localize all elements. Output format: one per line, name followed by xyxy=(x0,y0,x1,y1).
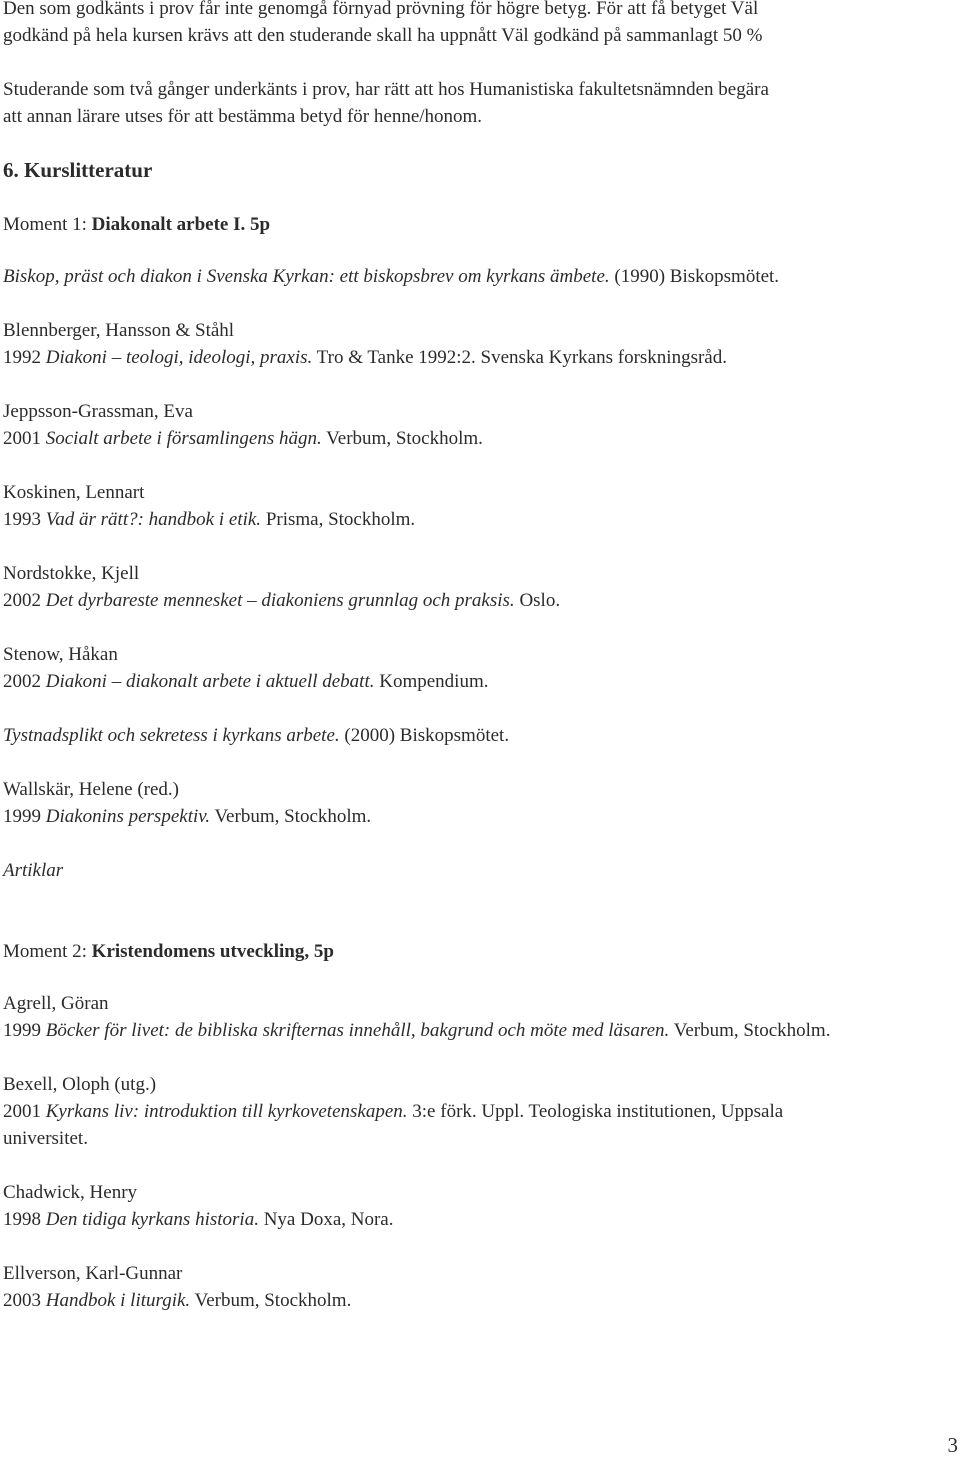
moment-1-heading xyxy=(3,211,948,238)
reference-author: Koskinen, Lennart xyxy=(3,482,145,503)
reference-title: Socialt arbete i församlingens hägn. xyxy=(45,428,322,449)
intro-paragraph-2 xyxy=(3,76,948,130)
reference-line xyxy=(3,344,948,371)
reference-year: 1999 xyxy=(3,1020,46,1041)
reference-author: Ellverson, Karl-Gunnar xyxy=(3,1263,183,1284)
section-heading: 6. Kurslitteratur xyxy=(3,158,153,182)
reference-publisher: Verbum, Stockholm. xyxy=(321,428,483,449)
reference-entry xyxy=(3,479,948,533)
moment-2-heading xyxy=(3,938,948,965)
reference-year: 1998 xyxy=(3,1209,46,1230)
reference-line xyxy=(3,1017,948,1044)
reference-title: Diakoni – diakonalt arbete i aktuell debatt. xyxy=(45,671,375,692)
moment-title: Diakonalt arbete I. 5p xyxy=(91,214,271,235)
reference-publisher: Verbum, Stockholm. xyxy=(210,806,372,827)
reference-line xyxy=(3,1098,948,1125)
reference-title: Diakoni – teologi, ideologi, praxis. xyxy=(45,347,313,368)
reference-line xyxy=(3,263,948,290)
articles-label: Artiklar xyxy=(3,860,64,881)
reference-publisher: Prisma, Stockholm. xyxy=(261,509,416,530)
blank-line xyxy=(3,911,948,938)
reference-publisher: Nya Doxa, Nora. xyxy=(258,1209,394,1230)
reference-publisher: Tro & Tanke 1992:2. Svenska Kyrkans forskningsråd. xyxy=(312,347,727,368)
reference-author: Jeppsson-Grassman, Eva xyxy=(3,401,193,422)
intro-line: Den som godkänts i prov får inte genomgå förnyad prövning för högre betyg. För att få betyget Väl xyxy=(3,0,759,19)
reference-title: Den tidiga kyrkans historia. xyxy=(45,1209,259,1230)
reference-title: Biskop, präst och diakon i Svenska Kyrkan: ett biskopsbrev om kyrkans ämbete. xyxy=(3,266,610,287)
reference-publisher: (1990) Biskopsmötet. xyxy=(609,266,780,287)
intro-line: Studerande som två gånger underkänts i prov, har rätt att hos Humanistiska fakultetsnämnden begära xyxy=(3,79,769,100)
reference-entry xyxy=(3,641,948,695)
reference-year: 2003 xyxy=(3,1290,46,1311)
reference-year: 1999 xyxy=(3,806,46,827)
reference-line xyxy=(3,1287,948,1314)
reference-title: Vad är rätt?: handbok i etik. xyxy=(45,509,262,530)
reference-title: Kyrkans liv: introduktion till kyrkovetenskapen. xyxy=(45,1101,408,1122)
reference-entry xyxy=(3,776,948,830)
reference-title: Det dyrbareste mennesket – diakoniens grunnlag och praksis. xyxy=(45,590,515,611)
reference-author: Chadwick, Henry xyxy=(3,1182,138,1203)
blank-line xyxy=(3,884,948,911)
intro-paragraph-1 xyxy=(3,0,948,49)
reference-entry xyxy=(3,722,948,749)
reference-entry xyxy=(3,990,948,1044)
reference-publisher: Kompendium. xyxy=(374,671,489,692)
moment-prefix: Moment 2: xyxy=(3,941,92,962)
reference-title: Diakonins perspektiv. xyxy=(45,806,211,827)
reference-entry xyxy=(3,317,948,371)
reference-year: 1993 xyxy=(3,509,46,530)
reference-publisher: Verbum, Stockholm. xyxy=(669,1020,831,1041)
reference-author: Blennberger, Hansson & Ståhl xyxy=(3,320,235,341)
reference-author: Wallskär, Helene (red.) xyxy=(3,779,180,800)
reference-entry xyxy=(3,560,948,614)
reference-author: Nordstokke, Kjell xyxy=(3,563,140,584)
moment-title: Kristendomens utveckling, 5p xyxy=(91,941,334,962)
moment-prefix: Moment 1: xyxy=(3,214,92,235)
reference-entry xyxy=(3,1179,948,1233)
reference-author: Stenow, Håkan xyxy=(3,644,118,665)
reference-author: Bexell, Oloph (utg.) xyxy=(3,1074,157,1095)
reference-title: Tystnadsplikt och sekretess i kyrkans arbete. xyxy=(3,725,340,746)
reference-year: 1992 xyxy=(3,347,46,368)
reference-year: 2001 xyxy=(3,428,46,449)
reference-publisher: (2000) Biskopsmötet. xyxy=(339,725,510,746)
reference-line xyxy=(3,425,948,452)
reference-publisher: 3:e förk. Uppl. Teologiska institutionen, Uppsala xyxy=(407,1101,784,1122)
document-page xyxy=(3,0,948,1341)
reference-author: Agrell, Göran xyxy=(3,993,109,1014)
reference-entry xyxy=(3,1260,948,1314)
reference-line xyxy=(3,1206,948,1233)
reference-year: 2002 xyxy=(3,590,46,611)
reference-publisher: Oslo. xyxy=(514,590,561,611)
reference-line xyxy=(3,803,948,830)
reference-entry xyxy=(3,263,948,290)
reference-publisher: Verbum, Stockholm. xyxy=(190,1290,352,1311)
intro-line: godkänd på hela kursen krävs att den studerande skall ha uppnått Väl godkänd på sammanlagt 50 % xyxy=(3,25,763,46)
reference-title: Handbok i liturgik. xyxy=(45,1290,191,1311)
reference-entry xyxy=(3,1071,948,1152)
reference-line-continued: universitet. xyxy=(3,1128,88,1149)
reference-title: Böcker för livet: de bibliska skrifternas innehåll, bakgrund och möte med läsaren. xyxy=(45,1020,670,1041)
reference-year: 2001 xyxy=(3,1101,46,1122)
reference-line xyxy=(3,722,948,749)
reference-line xyxy=(3,506,948,533)
reference-entry xyxy=(3,398,948,452)
intro-line: att annan lärare utses för att bestämma betyd för henne/honom. xyxy=(3,106,483,127)
reference-year: 2002 xyxy=(3,671,46,692)
reference-line xyxy=(3,587,948,614)
reference-line xyxy=(3,668,948,695)
page-number: 3 xyxy=(947,1433,958,1457)
